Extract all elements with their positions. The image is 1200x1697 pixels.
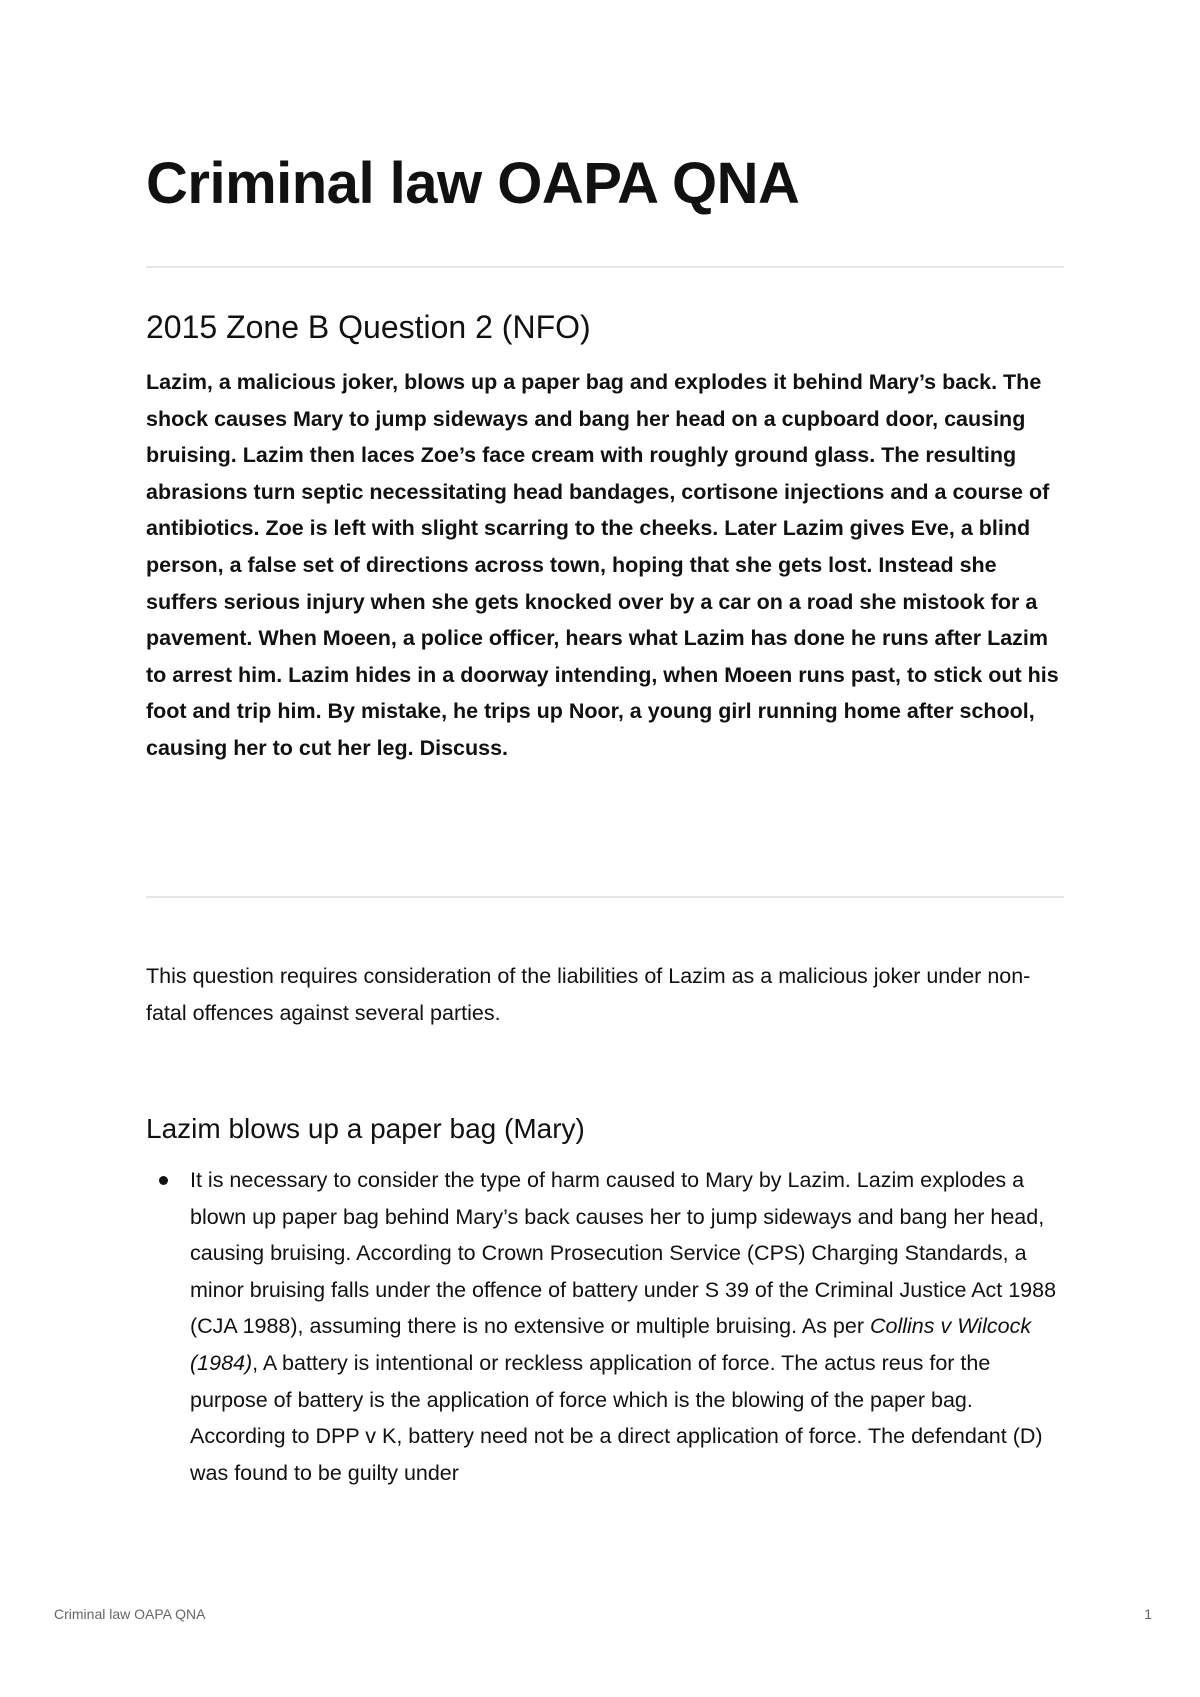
section-heading: 2015 Zone B Question 2 (NFO) [146,309,591,345]
footer-document-name: Criminal law OAPA QNA [54,1606,206,1622]
bullet-text-part: It is necessary to consider the type of harm caused to Mary by Lazim. Lazim explodes a blown up paper bag behind Mary’s back causes her to jump sideways and bang her head, causing bruising. According to Crown Prosecution Service (CPS) Charging Standards, a minor bruising falls under the offence of battery under S 39 of the Criminal Justice Act 1988 (CJA 1988), assuming there is no extensive or multiple bruising. As per [190,1168,1057,1339]
bullet-icon [159,1176,168,1185]
subheading: Lazim blows up a paper bag (Mary) [146,1113,585,1144]
divider [146,266,1064,268]
list-item [146,1162,1064,1491]
intro-paragraph: This question requires consideration of the liabilities of Lazim as a malicious joker under non-fatal offences against several parties. [146,964,1031,1025]
footer-page-number: 1 [1144,1606,1152,1622]
document-title: Criminal law OAPA QNA [146,151,800,216]
divider [146,896,1064,898]
question-text: Lazim, a malicious joker, blows up a paper bag and explodes it behind Mary’s back. The shock causes Mary to jump sideways and bang her head on a cupboard door, causing bruising. Lazim then laces Zoe’s face cream with roughly ground glass. The resulting abrasions turn septic necessitating head bandages, cortisone injections and a course of antibiotics. Zoe is left with slight scarring to the cheeks. Later Lazim gives Eve, a blind person, a false set of directions across town, hoping that she gets lost. Instead she suffers serious injury when she gets knocked over by a car on a road she mistook for a pavement. When Moeen, a police officer, hears what Lazim has done he runs after Lazim to arrest him. Lazim hides in a doorway intending, when Moeen runs past, to stick out his foot and trip him. By mistake, he trips up Noor, a young girl running home after school, causing her to cut her leg. Discuss. [146,370,1059,760]
bullet-list [146,1162,1064,1491]
bullet-text-part: , A battery is intentional or reckless application of force. The actus reus for the purpose of battery is the application of force which is the blowing of the paper bag. According to DPP v K, battery need not be a direct application of force. The defendant (D) was found to be guilty under [190,1350,1043,1485]
case-citation: Collins v Wilcock (1984) [190,1314,1032,1375]
